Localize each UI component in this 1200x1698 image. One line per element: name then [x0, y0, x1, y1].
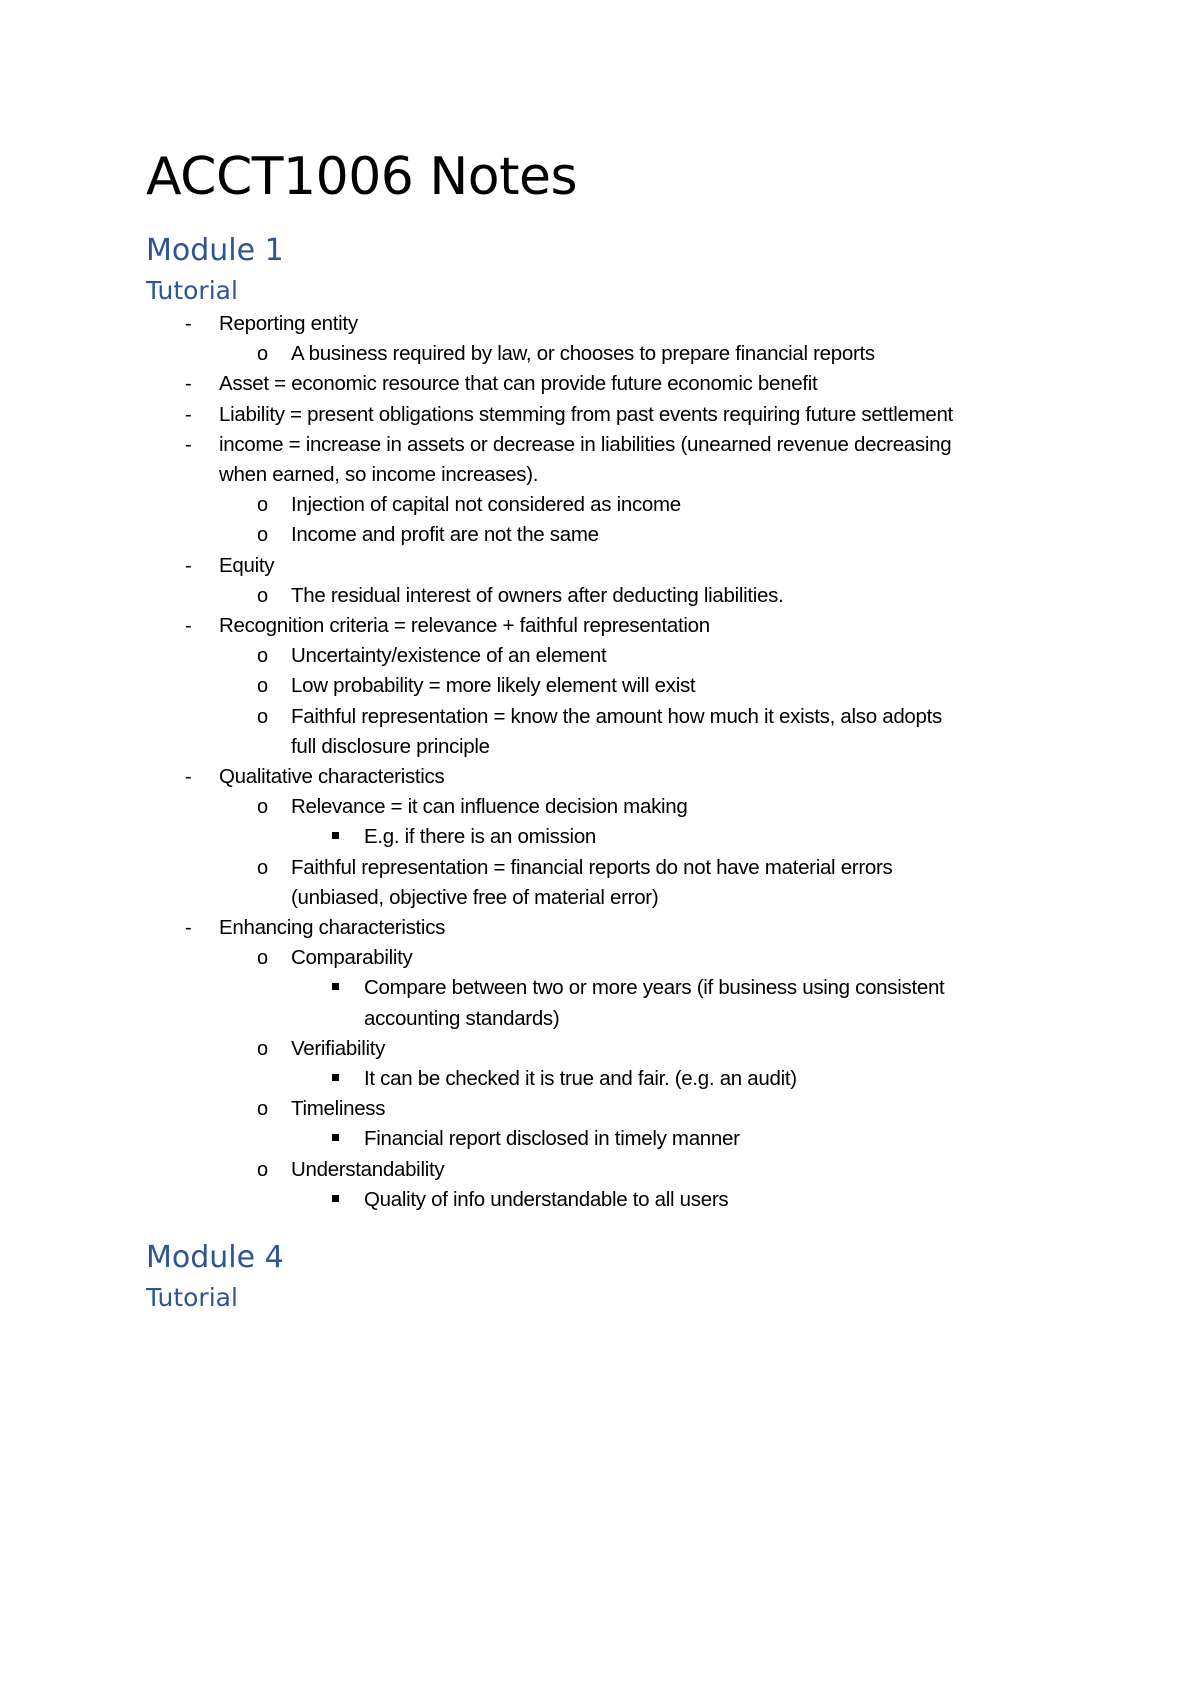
list-item: Income and profit are not the same	[291, 523, 599, 546]
list-item: Low probability = more likely element will exist	[291, 674, 696, 697]
list-item: Quality of info understandable to all users	[364, 1188, 729, 1211]
list-item: Understandability	[291, 1158, 445, 1181]
page-title: ACCT1006 Notes	[146, 147, 578, 207]
module-1-heading: Module 1	[146, 233, 284, 268]
dash-bullet-icon: -	[185, 404, 192, 426]
list-item: Asset = economic resource that can provide future economic benefit	[219, 372, 818, 395]
list-item: Timeliness	[291, 1097, 386, 1120]
list-item: Uncertainty/existence of an element	[291, 644, 607, 667]
list-item: A business required by law, or chooses to prepare financial reports	[291, 342, 875, 365]
list-item: Qualitative characteristics	[219, 765, 445, 788]
list-item: Recognition criteria = relevance + faithful representation	[219, 614, 710, 637]
list-item: Faithful representation = know the amount how much it exists, also adopts	[291, 705, 942, 728]
circle-bullet-icon: o	[257, 706, 269, 728]
circle-bullet-icon: o	[257, 524, 269, 546]
circle-bullet-icon: o	[257, 675, 269, 697]
dash-bullet-icon: -	[185, 555, 192, 577]
list-item: Relevance = it can influence decision making	[291, 795, 688, 818]
circle-bullet-icon: o	[257, 645, 269, 667]
dash-bullet-icon: -	[185, 313, 192, 335]
circle-bullet-icon: o	[257, 1159, 269, 1181]
list-item: Financial report disclosed in timely manner	[364, 1127, 740, 1150]
list-item: Equity	[219, 554, 275, 577]
module-1-tutorial-heading: Tutorial	[146, 276, 238, 305]
module-4-heading: Module 4	[146, 1240, 284, 1275]
list-item: Comparability	[291, 946, 413, 969]
circle-bullet-icon: o	[257, 796, 269, 818]
circle-bullet-icon: o	[257, 947, 269, 969]
circle-bullet-icon: o	[257, 494, 269, 516]
list-item: Injection of capital not considered as income	[291, 493, 681, 516]
list-item: (unbiased, objective free of material error)	[291, 886, 659, 909]
list-item: full disclosure principle	[291, 735, 490, 758]
list-item: income = increase in assets or decrease in liabilities (unearned revenue decreasing	[219, 433, 952, 456]
list-item: Enhancing characteristics	[219, 916, 446, 939]
dash-bullet-icon: -	[185, 434, 192, 456]
list-item: Compare between two or more years (if business using consistent	[364, 976, 945, 999]
list-item: It can be checked it is true and fair. (e.g. an audit)	[364, 1067, 797, 1090]
circle-bullet-icon: o	[257, 1098, 269, 1120]
square-bullet-icon	[332, 1124, 342, 1154]
list-item: Liability = present obligations stemming from past events requiring future settlement	[219, 403, 953, 426]
square-bullet-icon	[332, 822, 342, 852]
list-item: Reporting entity	[219, 312, 358, 335]
square-bullet-icon	[332, 1064, 342, 1094]
dash-bullet-icon: -	[185, 917, 192, 939]
circle-bullet-icon: o	[257, 1038, 269, 1060]
circle-bullet-icon: o	[257, 857, 269, 879]
circle-bullet-icon: o	[257, 343, 269, 365]
list-item: E.g. if there is an omission	[364, 825, 597, 848]
dash-bullet-icon: -	[185, 373, 192, 395]
list-item: The residual interest of owners after deducting liabilities.	[291, 584, 784, 607]
list-item: accounting standards)	[364, 1007, 560, 1030]
circle-bullet-icon: o	[257, 585, 269, 607]
list-item: Faithful representation = financial reports do not have material errors	[291, 856, 893, 879]
dash-bullet-icon: -	[185, 615, 192, 637]
list-item: when earned, so income increases).	[219, 463, 539, 486]
square-bullet-icon	[332, 1185, 342, 1215]
list-item: Verifiability	[291, 1037, 386, 1060]
square-bullet-icon	[332, 973, 342, 1003]
module-4-tutorial-heading: Tutorial	[146, 1283, 238, 1312]
dash-bullet-icon: -	[185, 766, 192, 788]
